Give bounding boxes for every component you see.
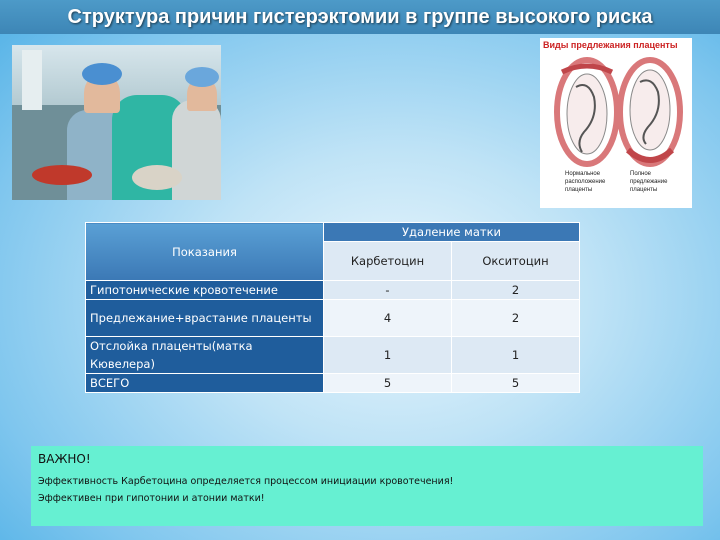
header-indications: Показания — [86, 223, 324, 281]
col-carbetocin: Карбетоцин — [324, 242, 452, 281]
table-cell: - — [324, 281, 452, 300]
row-label: ВСЕГО — [86, 374, 324, 393]
table-row — [86, 337, 580, 374]
row-label: Гипотонические кровотечение — [86, 281, 324, 300]
row-label: Отслойка плаценты(матка Кювелера) — [86, 337, 324, 374]
figure-title: Виды предлежания плаценты — [543, 40, 678, 50]
uterus-diagrams — [540, 52, 692, 182]
note-line: Эффективен при гипотонии и атонии матки! — [38, 493, 265, 504]
col-oxytocin: Окситоцин — [452, 242, 580, 281]
table-cell: 1 — [324, 337, 452, 374]
table-cell: 2 — [452, 281, 580, 300]
note-line: Эффективность Карбетоцина определяется процессом инициации кровотечения! — [38, 476, 454, 487]
caption-previa: Полное предлежание плаценты — [630, 171, 668, 193]
important-note — [31, 446, 703, 526]
table-row — [86, 281, 580, 300]
table-header-row — [86, 223, 580, 242]
indications-table — [85, 222, 580, 393]
table-cell: 4 — [324, 300, 452, 337]
table-row — [86, 374, 580, 393]
row-label: Предлежание+врастание плаценты — [86, 300, 324, 337]
uterus-normal-diagram — [557, 60, 617, 164]
placenta-previa-figure — [540, 38, 692, 208]
caption-normal: Нормальное расположение плаценты — [565, 171, 606, 193]
note-heading: ВАЖНО! — [38, 452, 91, 466]
slide-title: Структура причин гистерэктомии в группе высокого риска — [0, 0, 720, 34]
table-cell: 1 — [452, 337, 580, 374]
surgery-photo — [12, 45, 221, 200]
table-cell: 5 — [324, 374, 452, 393]
uterus-previa-diagram — [620, 60, 680, 164]
table-row — [86, 300, 580, 337]
table-cell: 2 — [452, 300, 580, 337]
table-cell: 5 — [452, 374, 580, 393]
header-hysterectomy: Удаление матки — [324, 223, 580, 242]
